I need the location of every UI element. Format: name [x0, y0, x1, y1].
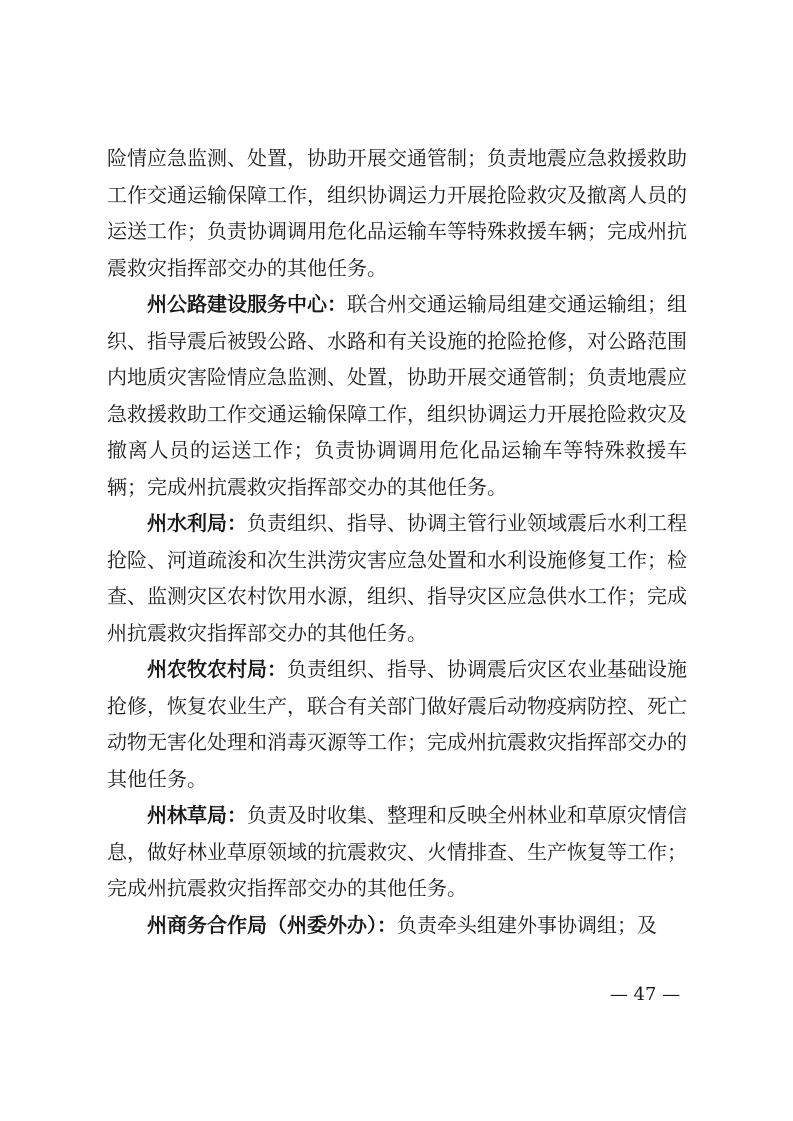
paragraph-text: 负责牵头组建外事协调组；及: [397, 912, 657, 937]
paragraph-water-bureau: [107, 505, 687, 651]
department-name: 州林草局：: [147, 803, 247, 827]
paragraph-commerce-bureau: [107, 907, 687, 944]
paragraph-text: 负责及时收集、整理和反映全州林业和草原灾情信息，做好林业草原领域的抗震救灾、火情排查、生产恢复等工作；完成州抗震救灾指挥部交办的其他任务。: [107, 803, 687, 900]
paragraph-highway-center: [107, 286, 687, 505]
document-body: [107, 140, 687, 943]
paragraph-text: 险情应急监测、处置，协助开展交通管制；负责地震应急救援救助工作交通运输保障工作，组织协调运力开展抢险救灾及撤离人员的运送工作；负责协调调用危化品运输车等特殊救援车辆；完成州抗震救灾指挥部交办的其他任务。: [107, 146, 687, 280]
paragraph-text: 负责组织、指导、协调震后灾区农业基础设施抢修，恢复农业生产，联合有关部门做好震后动物疫病防控、死亡动物无害化处理和消毒灭源等工作；完成州抗震救灾指挥部交办的其他任务。: [107, 657, 687, 791]
paragraph-text: 联合州交通运输局组建交通运输组；组织、指导震后被毁公路、水路和有关设施的抢险抢修，对公路范围内地质灾害险情应急监测、处置，协助开展交通管制；负责地震应急救援救助工作交通运输保障工作，组织协调运力开展抢险救灾及撤离人员的运送工作；负责协调调用危化品运输车等特殊救援车辆；完成州抗震救灾指挥部交办的其他任务。: [107, 292, 687, 499]
department-name: 州公路建设服务中心：: [147, 292, 347, 316]
department-name: 州水利局：: [147, 511, 247, 535]
paragraph-agriculture-bureau: [107, 651, 687, 797]
department-name: 州商务合作局（州委外办）：: [147, 912, 397, 937]
paragraph-text: 负责组织、指导、协调主管行业领域震后水利工程抢险、河道疏浚和次生洪涝灾害应急处置和水利设施修复工作；检查、监测灾区农村饮用水源，组织、指导灾区应急供水工作；完成州抗震救灾指挥部交办的其他任务。: [107, 511, 687, 645]
department-name: 州农牧农村局：: [147, 657, 287, 681]
paragraph-continuation: [107, 140, 687, 286]
page-number: — 47 —: [609, 984, 681, 1005]
paragraph-forestry-bureau: [107, 797, 687, 907]
